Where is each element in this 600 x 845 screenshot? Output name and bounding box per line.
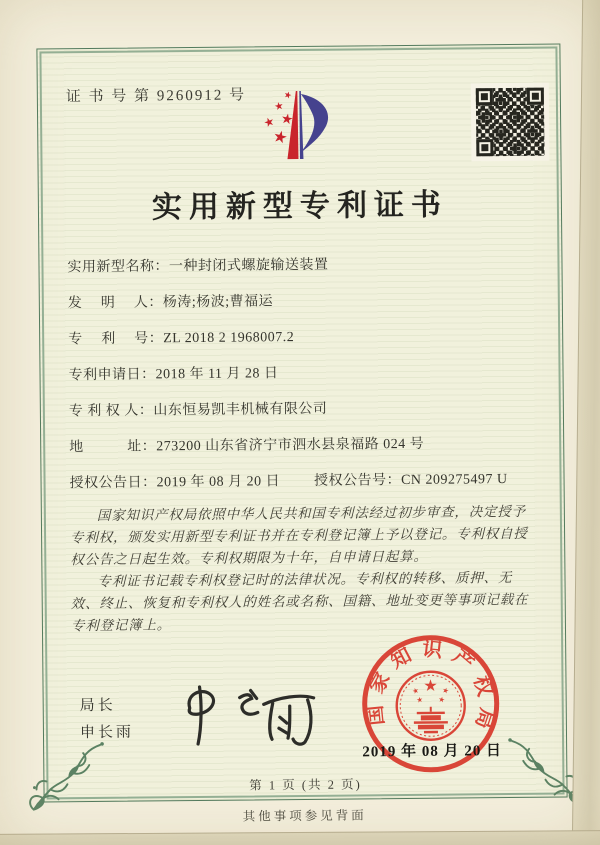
logo-red-spike [287, 91, 299, 159]
grant-date-label: 授权公告日： [69, 475, 157, 492]
field-value: ZL 2018 2 1968007.2 [163, 330, 295, 347]
field-row [69, 397, 539, 424]
field-row [67, 253, 537, 280]
grant-date-value: 2019 年 08 月 20 日 [156, 474, 281, 491]
legal-text [70, 501, 539, 637]
field-label: 地 址： [69, 439, 157, 456]
grant-number-label: 授权公告号： [313, 473, 402, 489]
logo-purple-spike [299, 91, 303, 159]
director-signature [171, 681, 336, 769]
field-row [68, 325, 538, 352]
field-value: 273200 山东省济宁市泗水县泉福路 024 号 [156, 436, 425, 455]
signer-title: 局长 [79, 697, 116, 715]
certificate-fields [67, 253, 539, 510]
field-row [69, 433, 539, 460]
certificate-border-frame [36, 43, 567, 802]
cnipa-logo-icon [253, 81, 346, 186]
back-note: 其他事项参见背面 [242, 808, 367, 824]
seal-date: 2019 年 08 月 20 日 [362, 743, 503, 761]
certificate-title: 实用新型专利证书 [151, 188, 449, 225]
qr-code-modules [476, 88, 545, 157]
field-label: 实用新型名称： [67, 259, 170, 276]
field-label: 专利申请日： [68, 367, 156, 384]
paper-edge-bottom [0, 830, 600, 845]
field-value: 一种封闭式螺旋输送装置 [168, 257, 329, 275]
field-value: 2018 年 11 月 28 日 [155, 366, 279, 383]
field-value: 杨涛;杨波;曹福运 [162, 294, 274, 311]
qr-finder-icon [476, 88, 493, 105]
legal-paragraph: 国家知识产权局依照中华人民共和国专利法经过初步审查，决定授予专利权，颁发实用新型专利证书并在专利登记簿上予以登记。专利权自授权公告之日起生效。专利权期限为十年，自申请日起算。 [70, 503, 528, 568]
page-number: 第 1 页 (共 2 页) [249, 777, 362, 793]
field-value: 山东恒易凯丰机械有限公司 [153, 401, 328, 419]
qr-code [471, 83, 550, 162]
qr-finder-icon [476, 139, 493, 156]
field-row [68, 361, 538, 388]
national-emblem-icon [412, 679, 450, 733]
grant-row [69, 469, 539, 496]
field-row [68, 289, 538, 316]
legal-paragraph: 专利证书记载专利权登记时的法律状况。专利权的转移、质押、无效、终止、恢复和专利权人的姓名或名称、国籍、地址变更等事项记载在专利登记簿上。 [70, 569, 529, 634]
seal-ring-text: 国家知识产权局 [363, 638, 499, 740]
field-label: 专 利 权 人： [68, 403, 154, 420]
logo-p-bowl [300, 94, 329, 153]
logo-stars-icon [263, 91, 294, 144]
field-label: 专 利 号： [68, 331, 164, 348]
qr-finder-icon [527, 88, 544, 105]
grant-number-value: CN 209275497 U [400, 472, 508, 489]
field-label: 发 明 人： [67, 295, 163, 312]
certificate-number: 证 书 号 第 9260912 号 [65, 87, 247, 106]
signer-name: 申长雨 [79, 724, 135, 742]
